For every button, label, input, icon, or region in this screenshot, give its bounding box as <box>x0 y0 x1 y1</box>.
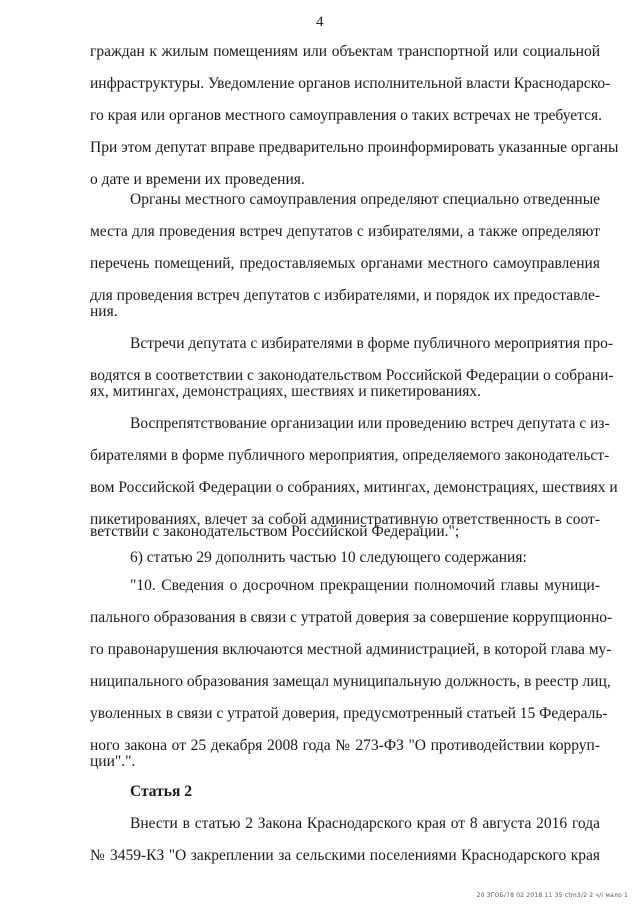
footer-code: 20 ЗГОБ/78 02 2018 11 35 ctm3/2 2 ч/i мало 1 <box>476 892 628 899</box>
text-line: Внести в статью 2 Закона Краснодарского края от 8 августа 2016 года <box>130 815 600 832</box>
text-line: о дате и времени их проведения. <box>90 171 305 188</box>
text-line: го правонарушения включаются местной администрацией, в которой глава му- <box>90 641 612 658</box>
text-line: ветствии с законодательством Российской Федерации."; <box>90 523 460 540</box>
page-number: 4 <box>316 14 324 30</box>
text-line: "10. Сведения о досрочном прекращении полномочий главы муници- <box>130 577 600 594</box>
text-line: уволенных в связи с утратой доверия, предусмотренный статьей 15 Федераль- <box>90 705 608 722</box>
text-line: 6) статью 29 дополнить частью 10 следующего содержания: <box>130 549 527 566</box>
text-line: ниципального образования замещал муниципальную должность, в реестр лиц, <box>90 673 611 690</box>
text-line: места для проведения встреч депутатов с избирателями, а также определяют <box>90 223 600 240</box>
text-line: При этом депутат вправе предварительно проинформировать указанные органы <box>90 139 619 156</box>
text-line: бирателями в форме публичного мероприятия, определяемого законодательст- <box>90 447 610 464</box>
text-line: пикетированиях, влечет за собой административную ответственность в соот- <box>90 511 600 528</box>
text-line: ях, митингах, демонстрациях, шествиях и пикетированиях. <box>90 383 482 400</box>
text-line: ного закона от 25 декабря 2008 года № 273-ФЗ "О противодействии корруп- <box>90 737 600 754</box>
text-line: Органы местного самоуправления определяют специально отведенные <box>130 191 600 208</box>
text-line: ния. <box>90 303 118 320</box>
text-line: перечень помещений, предоставляемых органами местного самоуправления <box>90 255 600 272</box>
text-line: для проведения встреч депутатов с избирателями, и порядок их предоставле- <box>90 287 600 304</box>
text-line: водятся в соответствии с законодательством Российской Федерации о собрани- <box>90 367 614 384</box>
text-line: вом Российской Федерации о собраниях, митингах, демонстрациях, шествиях и <box>90 479 618 496</box>
article-heading: Статья 2 <box>130 783 192 800</box>
text-line: пального образования в связи с утратой доверия за совершение коррупционно- <box>90 609 613 626</box>
text-line: ции".". <box>90 753 136 770</box>
text-line: го края или органов местного самоуправления о таких встречах не требуется. <box>90 107 602 124</box>
text-line: Воспрепятствование организации или проведению встреч депутата с из- <box>130 415 610 432</box>
text-line: Встречи депутата с избирателями в форме публичного мероприятия про- <box>130 335 613 352</box>
text-line: граждан к жилым помещениям или объектам транспортной или социальной <box>90 43 600 60</box>
text-line: инфраструктуры. Уведомление органов исполнительной власти Краснодарско- <box>90 75 611 92</box>
text-line: № 3459-КЗ "О закреплении за сельскими поселениями Краснодарского края <box>90 847 600 864</box>
